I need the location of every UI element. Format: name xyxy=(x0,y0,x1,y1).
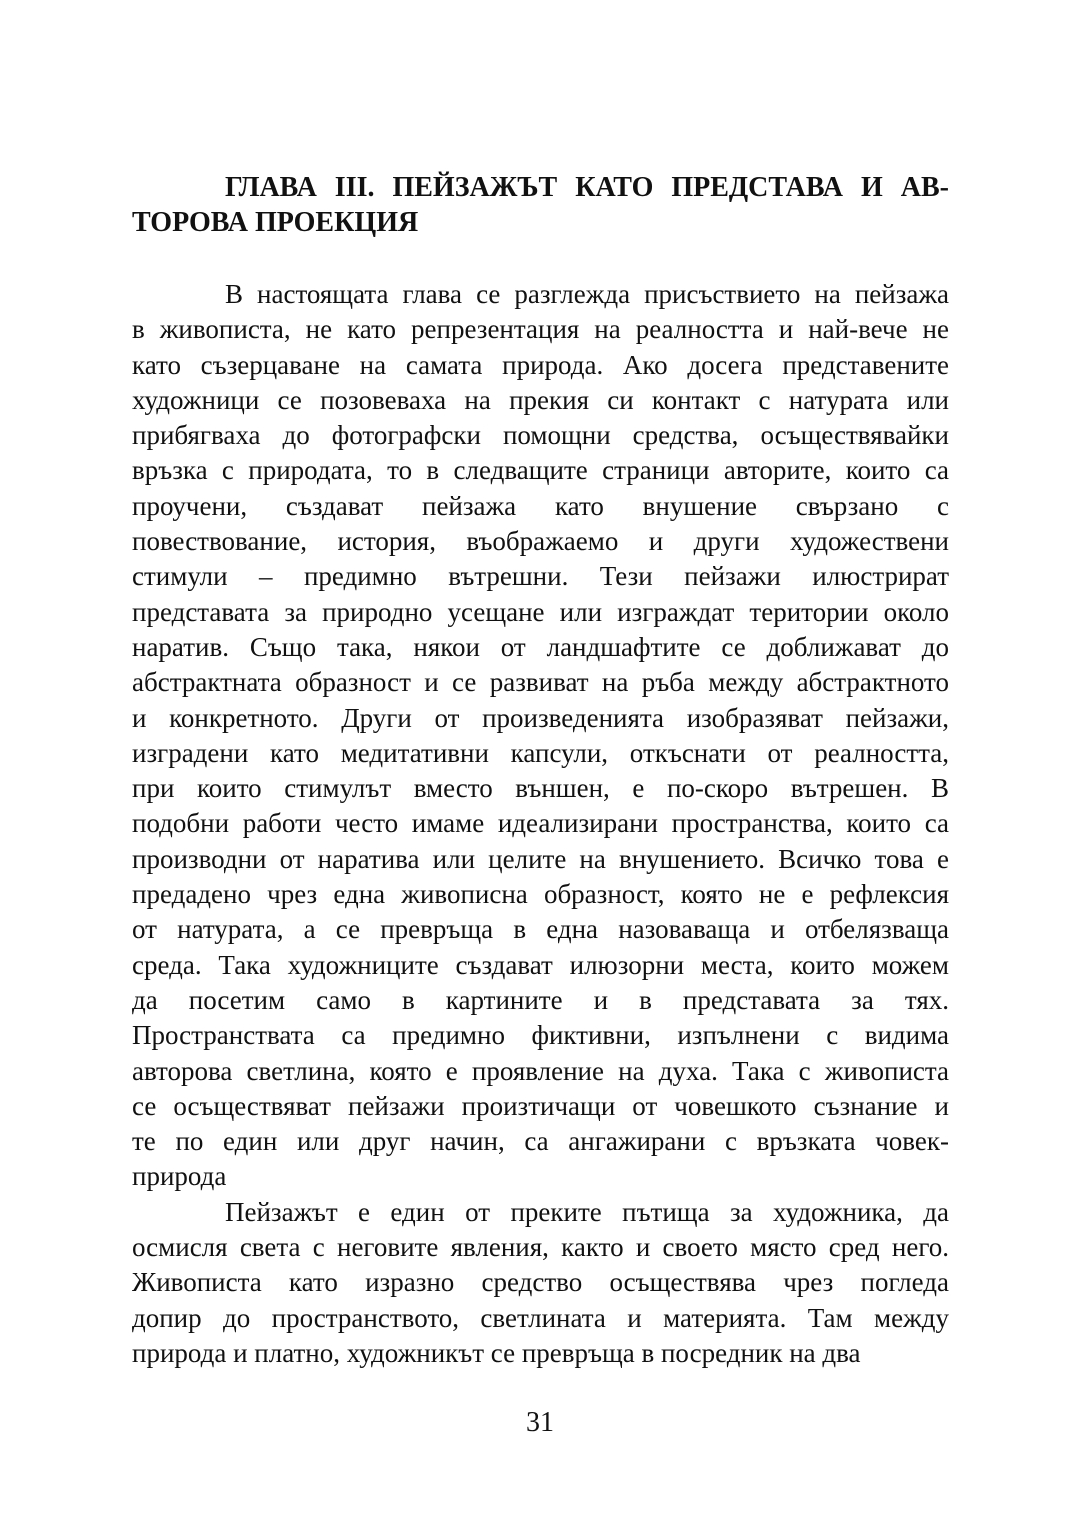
paragraph-1-line: авторова светлина, която е проявление на духа. Така с живописта xyxy=(132,1055,949,1086)
paragraph-1-line: проучени, създават пейзажа като внушение свързано с xyxy=(132,490,949,521)
paragraph-1-line: наратив. Също така, някои от ландшафтите се доближават до xyxy=(132,631,949,662)
chapter-title xyxy=(132,170,949,241)
paragraph-1-line: прибягваха до фотографски помощни средства, осъществявайки xyxy=(132,420,949,451)
paragraph-2-line: осмисля света с неговите явления, както и своето място сред него. xyxy=(132,1232,949,1263)
paragraph-2 xyxy=(132,1195,949,1371)
paragraph-1-line: среда. Така художниците създават илюзорни места, които можем xyxy=(132,949,949,980)
paragraph-1-line: като съзерцаване на самата природа. Ако досега представените xyxy=(132,349,949,380)
paragraph-1-line: абстрактната образност и се развиват на ръба между абстрактното xyxy=(132,667,949,698)
paragraph-1-line: повествование, история, въображаемо и други художествени xyxy=(132,526,949,557)
paragraph-1-line: стимули – предимно вътрешни. Тези пейзажи илюстрират xyxy=(132,561,949,592)
paragraph-1-line: представата за природно усещане или изграждат територии около xyxy=(132,596,949,627)
paragraph-2-line: Пейзажът е един от преките пътища за художника, да xyxy=(225,1196,949,1227)
paragraph-2-line: допир до пространството, светлината и материята. Там между xyxy=(132,1302,949,1333)
paragraph-1-line: природа xyxy=(132,1161,227,1192)
paragraph-1-line: подобни работи често имаме идеализирани пространства, които са xyxy=(132,808,949,839)
body-text xyxy=(132,277,949,1371)
paragraph-1-line: производни от наратива или целите на внушението. Всичко това е xyxy=(132,843,949,874)
paragraph-1-line: В настоящата глава се разглежда присъствието на пейзажа xyxy=(225,279,949,309)
paragraph-1 xyxy=(132,277,949,1195)
paragraph-1-line: изградени като медитативни капсули, откъснати от реалността, xyxy=(132,737,949,768)
paragraph-2-line: Живописта като изразно средство осъществява чрез погледа xyxy=(132,1267,949,1298)
paragraph-1-line: връзка с природата, то в следващите страници авторите, които са xyxy=(132,455,949,486)
chapter-title-line-1: ГЛАВА III. ПЕЙЗАЖЪТ КАТО ПРЕДСТАВА И АВ- xyxy=(225,172,949,203)
page-number: 31 xyxy=(526,1407,554,1438)
paragraph-1-line: те по един или друг начин, са ангажирани с връзката човек- xyxy=(132,1126,949,1157)
paragraph-1-line: при които стимулът вместо външен, е по-скоро вътрешен. В xyxy=(132,773,949,804)
chapter-title-line-2: ТОРОВА ПРОЕКЦИЯ xyxy=(132,207,419,239)
paragraph-1-line: Пространствата са предимно фиктивни, изпълнени с видима xyxy=(132,1020,949,1051)
paragraph-1-line: предадено чрез една живописна образност, която не е рефлексия xyxy=(132,879,949,910)
paragraph-1-line: се осъществяват пейзажи произтичащи от човешкото съзнание и xyxy=(132,1090,949,1121)
paragraph-1-line: от натурата, а се превръща в една назоваваща и отбелязваща xyxy=(132,914,949,945)
paragraph-1-line: художници се позовеваха на прекия си контакт с натурата или xyxy=(132,384,949,415)
paragraph-2-line: природа и платно, художникът се превръща в посредник на два xyxy=(132,1337,861,1368)
paragraph-1-line: в живописта, не като репрезентация на реалността и най-вече не xyxy=(132,314,949,345)
paragraph-1-line: да посетим само в картините и в представата за тях. xyxy=(132,984,949,1015)
paragraph-1-line: и конкретното. Други от произведенията изобразяват пейзажи, xyxy=(132,702,949,733)
